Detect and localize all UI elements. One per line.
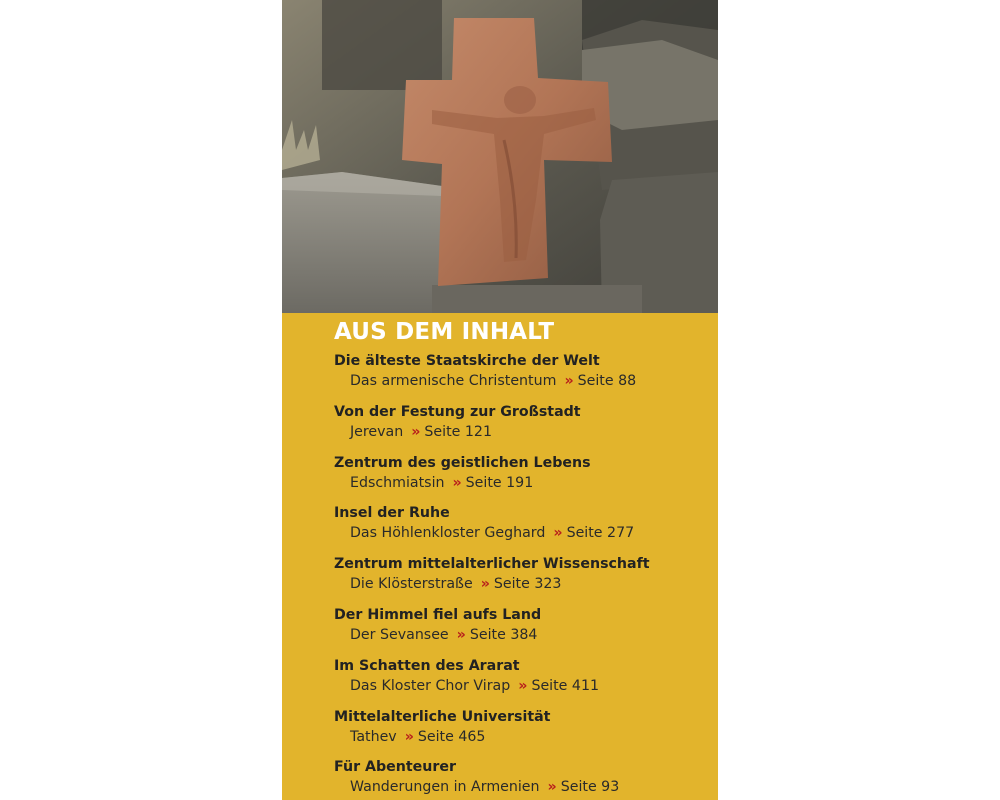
section-title: Die älteste Staatskirche der Welt	[334, 353, 600, 369]
section-subtitle-line	[334, 676, 714, 696]
section-title: Für Abenteurer	[334, 759, 456, 776]
section-subtitle: Der Sevansee	[350, 626, 449, 643]
section-subtitle-line	[334, 523, 714, 543]
list-item	[334, 757, 714, 800]
page-arrow-icon: »	[518, 677, 528, 694]
section-title: Der Himmel fiel aufs Land	[334, 606, 542, 623]
page-reference: Seite 93	[560, 779, 620, 796]
list-item	[334, 605, 714, 656]
section-subtitle-line	[334, 422, 714, 442]
contents-list	[334, 351, 714, 800]
page-arrow-icon: »	[456, 626, 466, 643]
section-subtitle: Edschmiatsin	[350, 474, 445, 491]
section-subtitle: Das Höhlenkloster Geghard	[350, 525, 546, 542]
section-subtitle-line	[334, 777, 714, 797]
section-title: Insel der Ruhe	[334, 505, 450, 522]
section-subtitle: Das Kloster Chor Virap	[350, 677, 511, 694]
page-arrow-icon: »	[564, 373, 574, 389]
section-subtitle: Das armenische Christentum	[350, 373, 557, 389]
page-reference: Seite 465	[417, 728, 486, 745]
page-reference: Seite 191	[465, 474, 534, 491]
list-item	[334, 402, 714, 453]
list-item	[334, 554, 714, 605]
list-item	[334, 656, 714, 707]
page-arrow-icon: »	[480, 576, 490, 593]
contents-heading: AUS DEM INHALT	[334, 319, 555, 345]
section-subtitle: Jerevan	[350, 423, 404, 440]
section-subtitle-line	[334, 371, 714, 391]
section-title: Mittelalterliche Universität	[334, 708, 551, 725]
list-item	[334, 453, 714, 504]
cover-photo-stone-cross	[282, 0, 718, 313]
page-reference: Seite 384	[469, 626, 538, 643]
page-arrow-icon: »	[452, 474, 462, 491]
section-title: Zentrum mittelalterlicher Wissenschaft	[334, 556, 650, 573]
section-subtitle-line	[334, 625, 714, 645]
list-item	[334, 351, 714, 402]
page-arrow-icon: »	[553, 525, 563, 542]
section-subtitle: Die Klösterstraße	[350, 576, 473, 593]
section-subtitle-line	[334, 473, 714, 493]
section-title: Zentrum des geistlichen Lebens	[334, 454, 591, 471]
list-item	[334, 707, 714, 758]
brochure-panel	[282, 0, 718, 800]
page-arrow-icon: »	[547, 779, 557, 796]
section-subtitle: Wanderungen in Armenien	[350, 779, 540, 796]
page-reference: Seite 323	[493, 576, 562, 593]
section-subtitle: Tathev	[350, 728, 397, 745]
page-reference: Seite 88	[577, 373, 637, 389]
page-arrow-icon: »	[404, 728, 414, 745]
section-title: Von der Festung zur Großstadt	[334, 403, 581, 420]
section-subtitle-line	[334, 574, 714, 594]
table-of-contents	[282, 313, 718, 800]
stone-cross-illustration	[282, 0, 718, 313]
page-reference: Seite 277	[566, 525, 635, 542]
page-reference: Seite 411	[531, 677, 599, 694]
section-title: Im Schatten des Ararat	[334, 657, 520, 674]
page-arrow-icon: »	[411, 423, 421, 440]
section-subtitle-line	[334, 727, 714, 747]
list-item	[334, 503, 714, 554]
page-reference: Seite 121	[424, 423, 492, 440]
